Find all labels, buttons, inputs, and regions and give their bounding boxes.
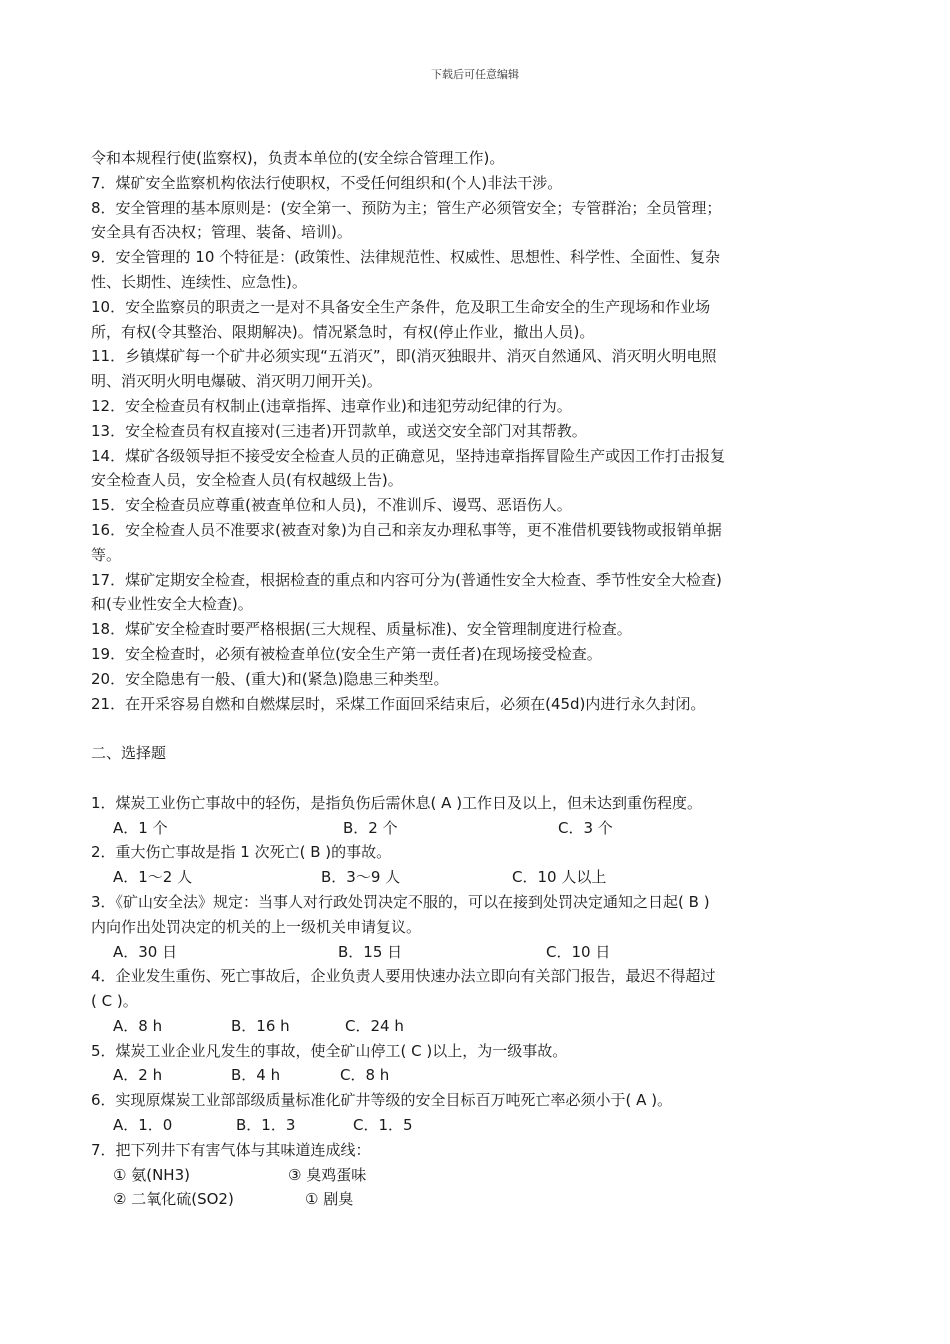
text-line: 15．安全检查员应尊重(被查单位和人员)，不准训斥、谩骂、恶语伤人。 <box>91 496 572 515</box>
text-line: 12．安全检查员有权制止(违章指挥、违章作业)和违犯劳动纪律的行为。 <box>91 396 572 415</box>
option-b: B．1．3 <box>236 1116 296 1135</box>
question-1 <box>91 791 811 841</box>
answer-options <box>91 940 811 965</box>
question-3 <box>91 890 811 964</box>
option-b: B．15 日 <box>338 942 403 961</box>
option-a: A．1．0 <box>113 1116 173 1135</box>
text-line: 明、消灭明火明电爆破、消灭明刀闸开关)。 <box>91 372 382 391</box>
question-text: 内向作出处罚决定的机关的上一级机关申请复议。 <box>91 917 422 936</box>
text-line: 13．安全检查员有权直接对(三违者)开罚款单，或送交安全部门对其帮教。 <box>91 421 587 440</box>
text-line: 令和本规程行使(监察权)，负责本单位的(安全综合管理工作)。 <box>91 149 505 167</box>
question-5 <box>91 1039 811 1089</box>
option-c: C．3 个 <box>558 818 613 837</box>
text-line: 8．安全管理的基本原则是：(安全第一、预防为主；管生产必须管安全；专管群治；全员管理； <box>91 198 722 217</box>
text-line: 14．煤矿各级领导拒不接受安全检查人员的正确意见，坚持违章指挥冒险生产或因工作打击报复 <box>91 446 726 465</box>
gas-item: ② 二氧化硫(SO2) <box>113 1190 234 1209</box>
answer-options <box>91 1063 811 1088</box>
text-line: 安全检查人员，安全检查人员(有权越级上告)。 <box>91 471 403 490</box>
text-line: 和(专业性安全大检查)。 <box>91 595 253 614</box>
option-b: B．3～9 人 <box>321 868 401 887</box>
section-title: 二、选择题 <box>91 744 167 763</box>
question-4 <box>91 964 811 1038</box>
text-line: 7．煤矿安全监察机构依法行使职权，不受任何组织和(个人)非法干涉。 <box>91 173 563 192</box>
option-a: A．1～2 人 <box>113 868 193 887</box>
option-c: C．8 h <box>340 1066 390 1085</box>
text-line: 9．安全管理的 10 个特征是：(政策性、法律规范性、权威性、思想性、科学性、全面性、复杂 <box>91 248 721 267</box>
question-2 <box>91 840 811 890</box>
text-line: 21．在开采容易自燃和自燃煤层时，采煤工作面回采结束后，必须在(45d)内进行永久封闭。 <box>91 694 706 713</box>
option-c: C．1．5 <box>353 1116 413 1135</box>
question-7 <box>91 1138 811 1212</box>
option-b: B．4 h <box>231 1066 281 1085</box>
option-a: A．2 h <box>113 1066 163 1085</box>
smell-item: ③ 臭鸡蛋味 <box>288 1165 367 1184</box>
option-c: C．10 日 <box>546 942 611 961</box>
document-body <box>91 146 811 1212</box>
question-text: 4．企业发生重伤、死亡事故后，企业负责人要用快速办法立即向有关部门报告，最迟不得超过 <box>91 967 716 986</box>
text-line: 所，有权(令其整治、限期解决)。情况紧急时，有权(停止作业，撤出人员)。 <box>91 322 595 341</box>
text-line: 17．煤矿定期安全检查，根据检查的重点和内容可分为(普通性安全大检查、季节性安全大检查) <box>91 570 722 589</box>
question-text: ( C )。 <box>91 992 138 1011</box>
answer-options <box>91 1014 811 1039</box>
option-c: C．24 h <box>345 1016 404 1035</box>
answer-options <box>91 1113 811 1138</box>
question-6 <box>91 1088 811 1138</box>
question-text: 3．《矿山安全法》规定：当事人对行政处罚决定不服的，可以在接到处罚决定通知之日起( B ) <box>91 892 710 911</box>
option-b: B．16 h <box>231 1016 290 1035</box>
text-line: 20．安全隐患有一般、(重大)和(紧急)隐患三种类型。 <box>91 669 449 688</box>
question-text: 2．重大伤亡事故是指 1 次死亡( B )的事故。 <box>91 843 392 862</box>
fill-in-answers <box>91 146 811 716</box>
page-header: 下载后可任意编辑 <box>431 68 519 81</box>
text-line: 10．安全监察员的职责之一是对不具备安全生产条件，危及职工生命安全的生产现场和作业场 <box>91 297 711 316</box>
question-text: 5．煤炭工业企业凡发生的事故，使全矿山停工( C )以上，为一级事故。 <box>91 1041 568 1060</box>
answer-options <box>91 816 811 841</box>
option-a: A．30 日 <box>113 942 178 961</box>
text-line: 安全具有否决权；管理、装备、培训)。 <box>91 223 352 242</box>
text-line: 11．乡镇煤矿每一个矿井必须实现“五消灭”，即(消灭独眼井、消灭自然通风、消灭明火明电照 <box>91 347 717 366</box>
text-line: 性、长期性、连续性、应急性)。 <box>91 272 307 291</box>
answer-options <box>91 865 811 890</box>
text-line: 18．煤矿安全检查时要严格根据(三大规程、质量标准)、安全管理制度进行检查。 <box>91 620 632 639</box>
option-b: B．2 个 <box>343 818 398 837</box>
question-text: 7．把下列井下有害气体与其味道连成线： <box>91 1140 371 1159</box>
text-line: 16．安全检查人员不准要求(被查对象)为自己和亲友办理私事等，更不准借机要钱物或报销单据 <box>91 520 722 539</box>
option-c: C．10 人以上 <box>512 868 607 887</box>
question-text: 1．煤炭工业伤亡事故中的轻伤，是指负伤后需休息( A )工作日及以上，但未达到重伤程度。 <box>91 793 703 812</box>
smell-item: ① 剧臭 <box>305 1190 354 1209</box>
match-row <box>91 1187 811 1212</box>
option-a: A．1 个 <box>113 818 168 837</box>
question-text: 6．实现原煤炭工业部部级质量标准化矿井等级的安全目标百万吨死亡率必须小于( A )。 <box>91 1091 673 1110</box>
text-line: 19．安全检查时，必须有被检查单位(安全生产第一责任者)在现场接受检查。 <box>91 644 602 663</box>
gas-item: ① 氨(NH3) <box>113 1165 190 1184</box>
text-line: 等。 <box>91 545 122 564</box>
option-a: A．8 h <box>113 1016 163 1035</box>
match-row <box>91 1163 811 1188</box>
